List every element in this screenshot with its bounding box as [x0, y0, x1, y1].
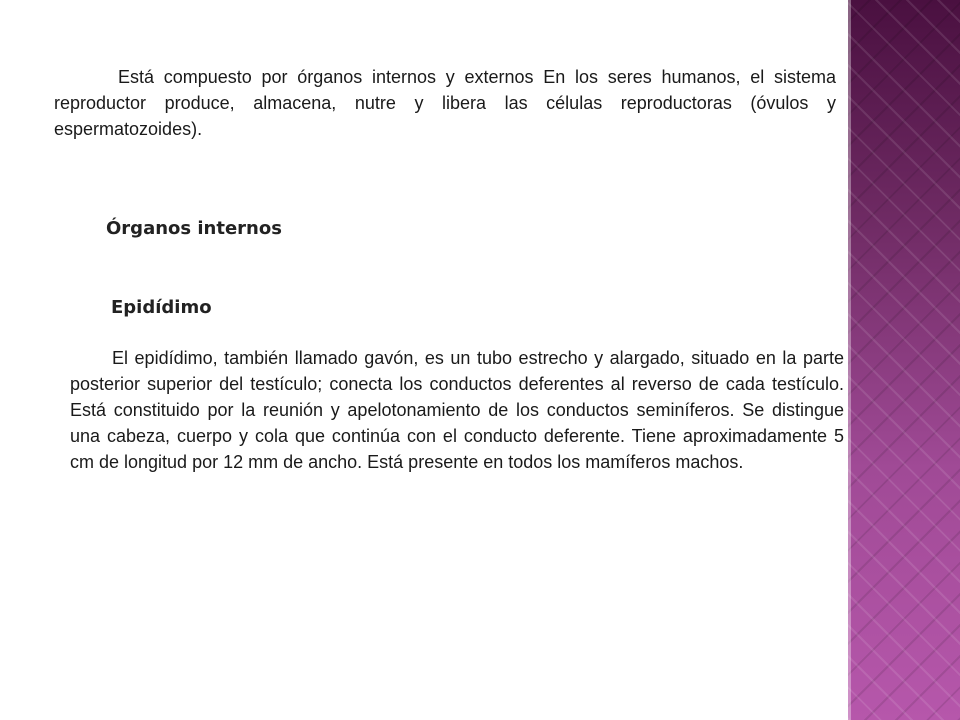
- epididimo-paragraph: El epidídimo, también llamado gavón, es un tubo estrecho y alargado, situado en la parte posterior superior del testículo; conecta los conductos deferentes al reverso de cada testículo. Está constituido por la reunión y apelotonamiento de los conductos seminíferos. Se distingue una cabeza, cuerpo y cola que continúa con el conducto deferente. Tiene aproximadamente 5 cm de longitud por 12 mm de ancho. Está presente en todos los mamíferos machos.: [70, 348, 844, 472]
- decorative-side-band: [848, 0, 960, 720]
- section-heading-organos-internos: Órganos internos: [106, 218, 282, 239]
- subsection-heading-epididimo: Epidídimo: [111, 297, 212, 318]
- intro-paragraph: Está compuesto por órganos internos y externos En los seres humanos, el sistema reproductor produce, almacena, nutre y libera las células reproductoras (óvulos y espermatozoides).: [54, 67, 836, 139]
- decorative-band-edge: [848, 0, 851, 720]
